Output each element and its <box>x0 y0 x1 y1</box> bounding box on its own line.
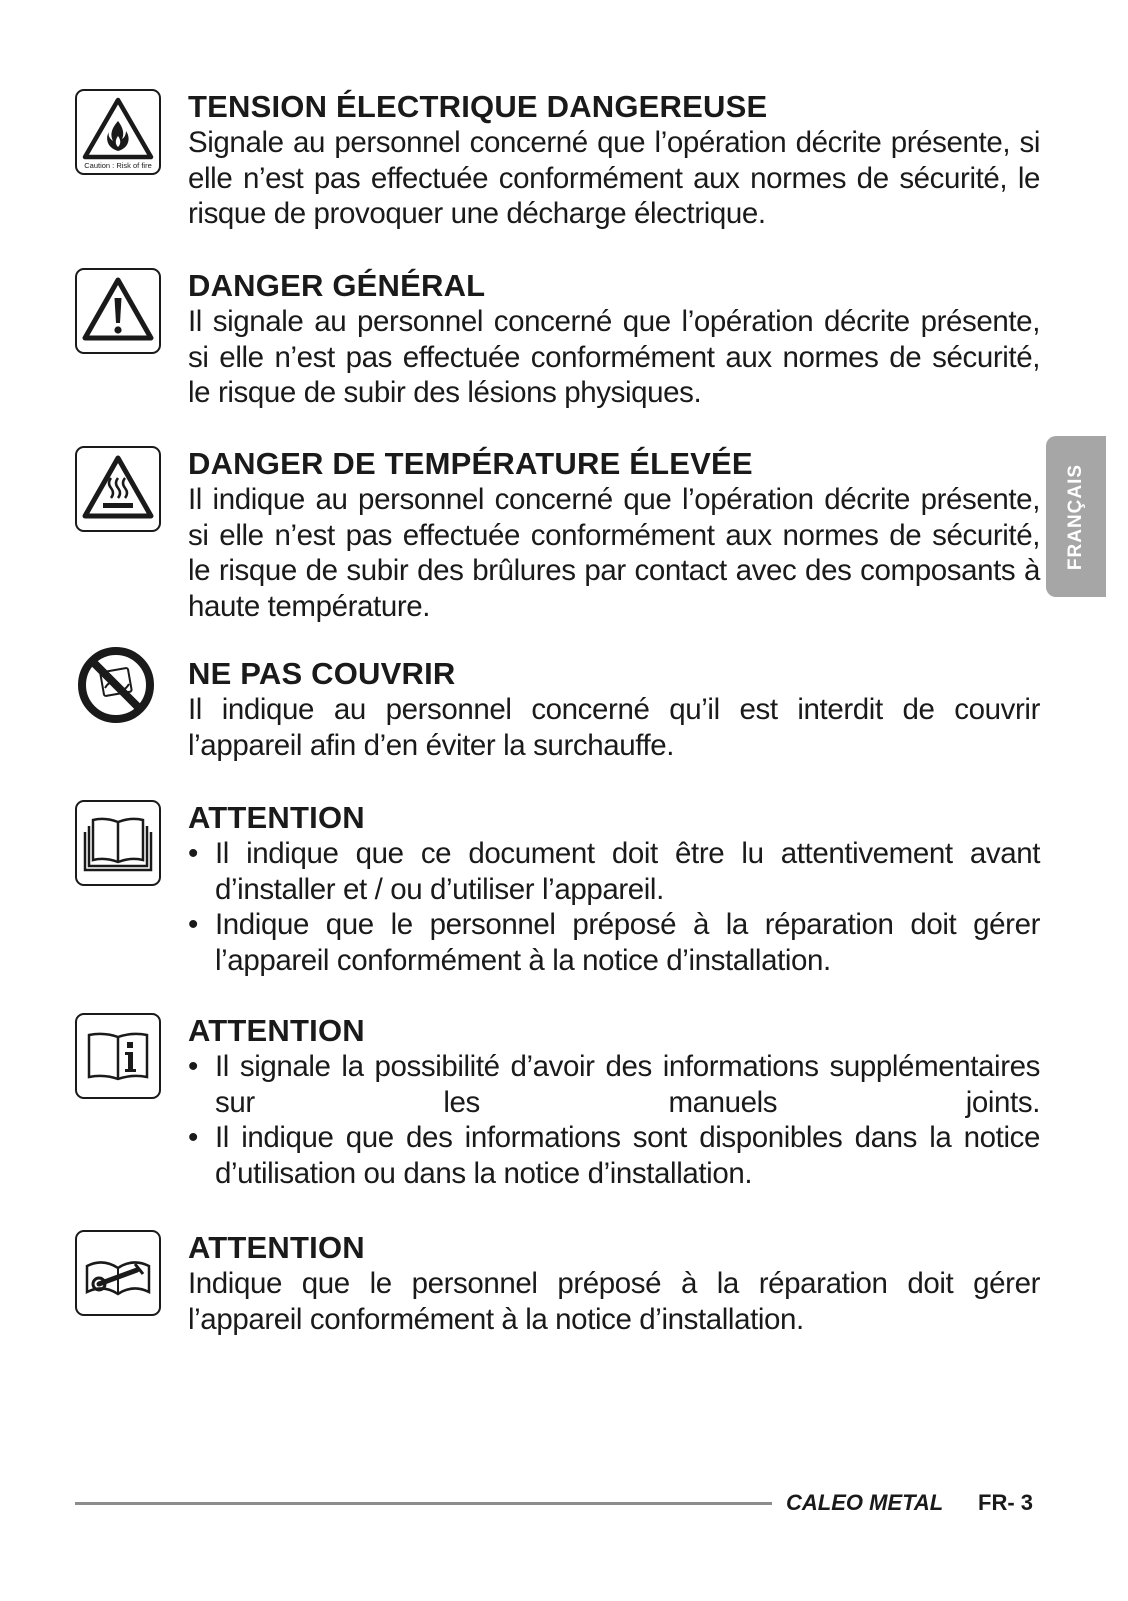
footer-page-number: FR- 3 <box>978 1490 1033 1515</box>
section-heading: ATTENTION <box>188 800 365 835</box>
section-body: Signale au personnel concerné que l’opération décrite présente, si elle n’est pas effectuée conformément aux normes de sécurité, le risque de provoquer une décharge électrique. <box>188 126 1040 230</box>
section-heading: TENSION ÉLECTRIQUE DANGEREUSE <box>188 89 768 124</box>
footer-rule <box>75 1502 772 1505</box>
section-heading: ATTENTION <box>188 1013 365 1048</box>
fire-warning-icon <box>75 89 161 175</box>
bullet-list <box>188 836 1040 978</box>
footer-product-name: CALEO METAL <box>786 1490 944 1515</box>
section-body: Il signale au personnel concerné que l’opération décrite présente, si elle n’est pas effectuée conformément aux normes de sécurité, le risque de subir des lésions physiques. <box>188 305 1040 409</box>
section-body: Il indique au personnel concerné que l’opération décrite présente, si elle n’est pas effectuée conformément aux normes de sécurité, le risque de subir des brûlures par contact avec des composants à haute température. <box>188 483 1040 623</box>
icon-caption: Caution : Risk of fire <box>84 161 152 170</box>
read-manual-icon <box>75 800 161 886</box>
hot-surface-icon <box>75 446 161 532</box>
language-tab <box>1046 436 1106 597</box>
bullet-marker: • <box>188 837 198 870</box>
list-item <box>188 1049 1040 1120</box>
bullet-marker: • <box>188 1121 198 1154</box>
language-tab-label: FRANÇAIS <box>1065 463 1086 570</box>
list-item <box>188 836 1040 907</box>
section-heading: ATTENTION <box>188 1230 365 1265</box>
section-heading: DANGER DE TEMPÉRATURE ÉLEVÉE <box>188 446 753 481</box>
info-manual-icon <box>75 1013 161 1099</box>
bullet-marker: • <box>188 1050 198 1083</box>
section-heading: DANGER GÉNÉRAL <box>188 268 486 303</box>
section-body: Indique que le personnel préposé à la réparation doit gérer l’appareil conformément à la notice d’installation. <box>188 1267 1040 1336</box>
bullet-marker: • <box>188 908 198 941</box>
do-not-cover-icon <box>75 644 157 726</box>
section-heading: NE PAS COUVRIR <box>188 656 456 691</box>
list-item <box>188 907 1040 978</box>
service-manual-icon <box>75 1230 161 1316</box>
list-item <box>188 1120 1040 1191</box>
list-item-text: Indique que le personnel préposé à la réparation doit gérer l’appareil conformément à la notice d’installation. <box>215 908 1040 977</box>
list-item-text: Il indique que des informations sont disponibles dans la notice d’utilisation ou dans la notice d’installation. <box>215 1121 1040 1190</box>
section-body: Il indique au personnel concerné qu’il est interdit de couvrir l’appareil afin d’en éviter la surchauffe. <box>188 693 1040 762</box>
bullet-list <box>188 1049 1040 1191</box>
list-item-text: Il signale la possibilité d’avoir des informations supplémentaires sur les manuels joints. <box>215 1050 1040 1119</box>
list-item-text: Il indique que ce document doit être lu attentivement avant d’installer et / ou d’utiliser l’appareil. <box>215 837 1040 906</box>
general-danger-icon <box>75 268 161 354</box>
